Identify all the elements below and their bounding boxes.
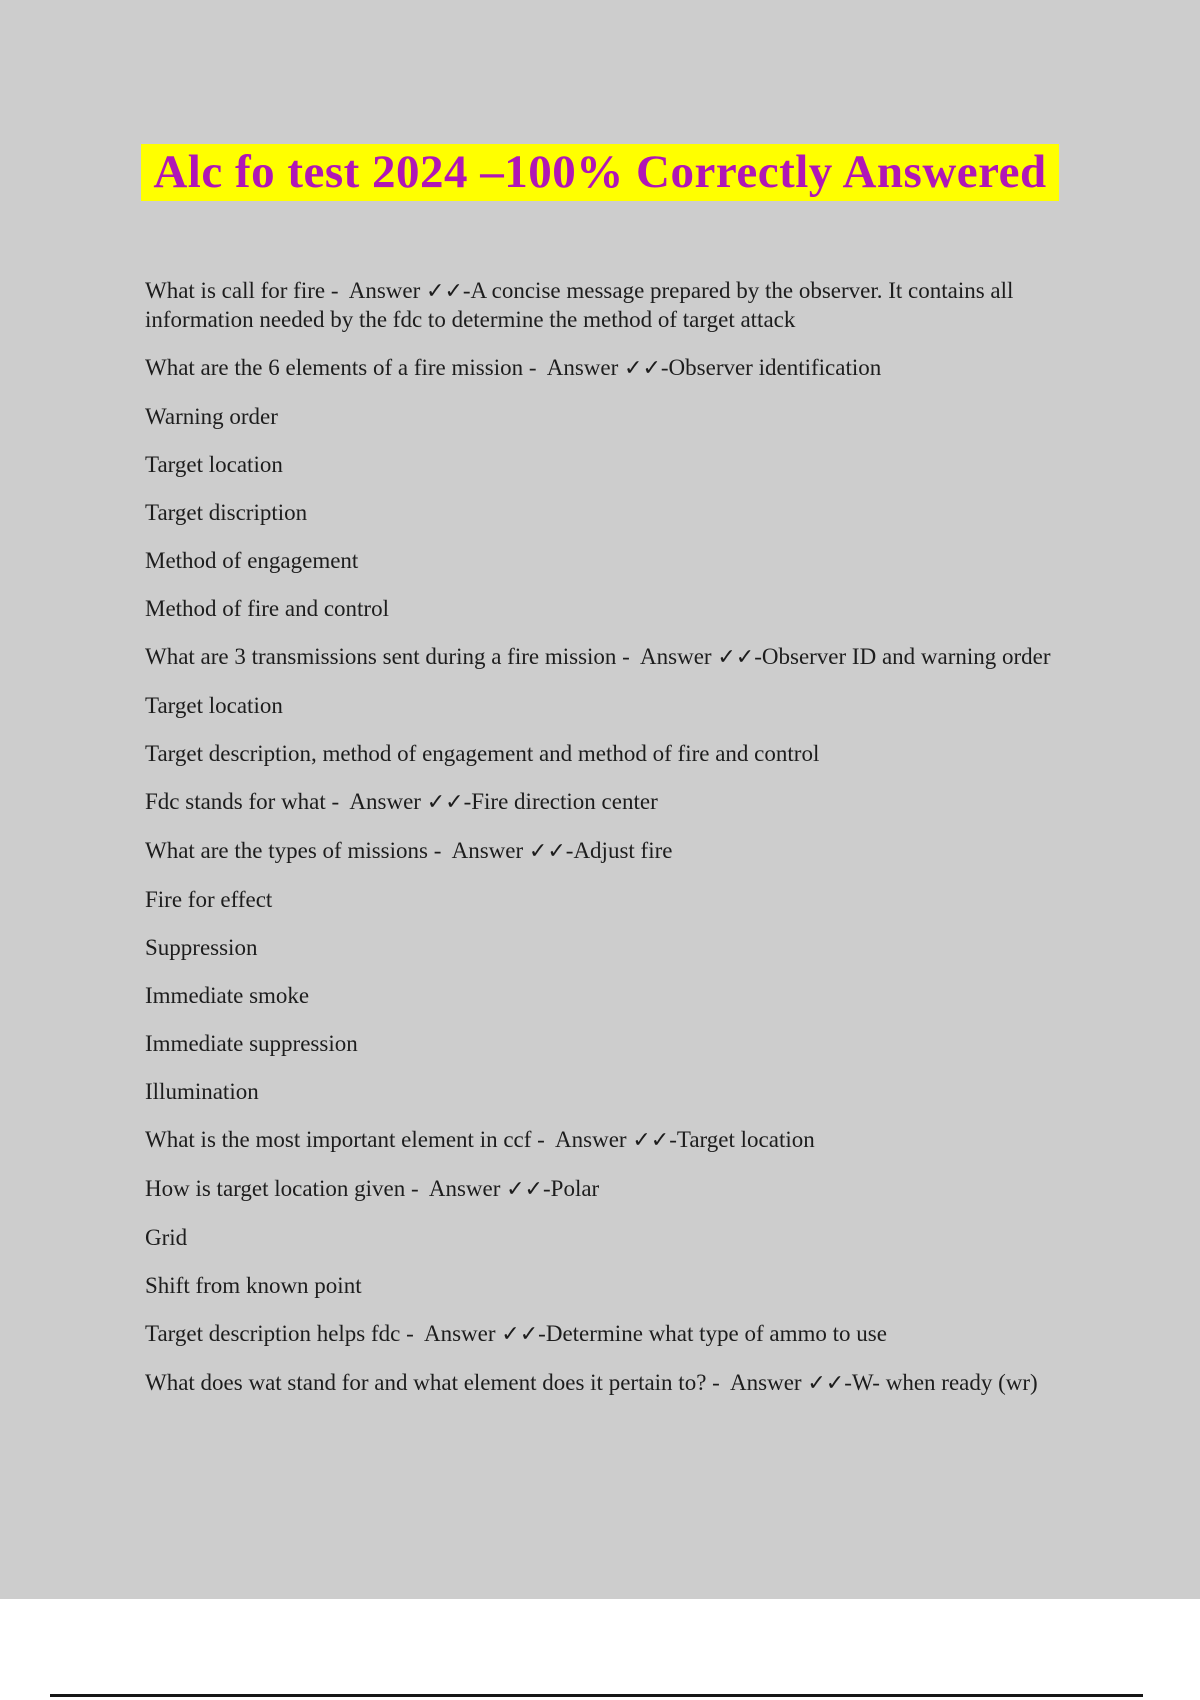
next-page-strip bbox=[0, 1599, 1200, 1700]
qa-paragraph bbox=[145, 451, 1085, 479]
answer-text: -W- when ready (wr) bbox=[844, 1370, 1038, 1395]
qa-paragraph bbox=[145, 740, 1085, 768]
qa-paragraph bbox=[145, 595, 1085, 623]
answer-text: -Determine what type of ammo to use bbox=[538, 1321, 887, 1346]
qa-paragraph bbox=[145, 1175, 1085, 1204]
question-text: Fire for effect bbox=[145, 887, 273, 912]
question-text: Fdc stands for what - Answer bbox=[145, 789, 427, 814]
double-checkmark-icon: ✓✓ bbox=[501, 1322, 539, 1347]
qa-paragraph bbox=[145, 1224, 1085, 1252]
question-text: Target description helps fdc - Answer bbox=[145, 1321, 502, 1346]
qa-paragraph bbox=[145, 886, 1085, 914]
qa-paragraph bbox=[145, 692, 1085, 720]
question-text: Grid bbox=[145, 1225, 188, 1250]
double-checkmark-icon: ✓✓ bbox=[426, 279, 463, 304]
answer-text: -Observer ID and warning order bbox=[754, 644, 1051, 669]
question-text: Suppression bbox=[145, 935, 258, 960]
question-text: What does wat stand for and what element does it pertain to? - Answer bbox=[145, 1370, 808, 1395]
double-checkmark-icon: ✓✓ bbox=[528, 839, 566, 864]
qa-paragraph bbox=[145, 982, 1085, 1010]
qa-paragraph bbox=[145, 1126, 1085, 1155]
question-text: What are 3 transmissions sent during a fire mission - Answer bbox=[145, 644, 718, 669]
answer-text: -Adjust fire bbox=[565, 838, 673, 863]
question-text: Target description, method of engagement and method of fire and control bbox=[145, 741, 820, 766]
question-text: Method of engagement bbox=[145, 548, 359, 573]
answer-text: -Target location bbox=[669, 1127, 815, 1152]
question-text: What are the 6 elements of a fire mission - Answer bbox=[145, 355, 625, 380]
double-checkmark-icon: ✓✓ bbox=[632, 1128, 670, 1153]
next-page-divider-line bbox=[50, 1694, 1143, 1697]
qa-paragraph bbox=[145, 643, 1085, 672]
question-text: Shift from known point bbox=[145, 1273, 362, 1298]
qa-paragraph bbox=[145, 1320, 1085, 1349]
question-text: How is target location given - Answer bbox=[145, 1176, 507, 1201]
qa-paragraph bbox=[145, 837, 1085, 866]
question-text: Method of fire and control bbox=[145, 596, 389, 621]
answer-text: -Observer identification bbox=[660, 355, 882, 380]
qa-paragraph bbox=[145, 788, 1085, 817]
question-text: Target location bbox=[145, 452, 283, 477]
qa-paragraph bbox=[145, 499, 1085, 527]
qa-list bbox=[145, 277, 1085, 1398]
qa-paragraph bbox=[145, 934, 1085, 962]
question-text: Warning order bbox=[145, 404, 278, 429]
answer-text: -Polar bbox=[543, 1176, 600, 1201]
question-text: Target location bbox=[145, 693, 283, 718]
qa-paragraph bbox=[145, 354, 1085, 383]
double-checkmark-icon: ✓✓ bbox=[426, 790, 464, 815]
title-row bbox=[0, 0, 1200, 201]
question-text: Illumination bbox=[145, 1079, 259, 1104]
question-text: Immediate suppression bbox=[145, 1031, 358, 1056]
page-title: Alc fo test 2024 –100% Correctly Answered bbox=[141, 144, 1058, 201]
question-text: Target discription bbox=[145, 500, 308, 525]
qa-paragraph bbox=[145, 1030, 1085, 1058]
double-checkmark-icon: ✓✓ bbox=[717, 645, 755, 670]
qa-paragraph bbox=[145, 1369, 1085, 1398]
answer-text: -Fire direction center bbox=[463, 789, 658, 814]
question-text: What is call for fire - Answer bbox=[145, 278, 427, 303]
double-checkmark-icon: ✓✓ bbox=[624, 356, 661, 381]
double-checkmark-icon: ✓✓ bbox=[506, 1177, 543, 1202]
qa-paragraph bbox=[145, 1078, 1085, 1106]
qa-paragraph bbox=[145, 403, 1085, 431]
qa-paragraph bbox=[145, 1272, 1085, 1300]
qa-paragraph bbox=[145, 547, 1085, 575]
qa-paragraph bbox=[145, 277, 1085, 334]
question-text: What are the types of missions - Answer bbox=[145, 838, 529, 863]
answer-text: -A concise message prepared by the observer. It contains all information needed by the fdc to determine the method of target attack bbox=[145, 278, 1020, 332]
question-text: What is the most important element in ccf - Answer bbox=[145, 1127, 633, 1152]
double-checkmark-icon: ✓✓ bbox=[807, 1371, 845, 1396]
question-text: Immediate smoke bbox=[145, 983, 310, 1008]
